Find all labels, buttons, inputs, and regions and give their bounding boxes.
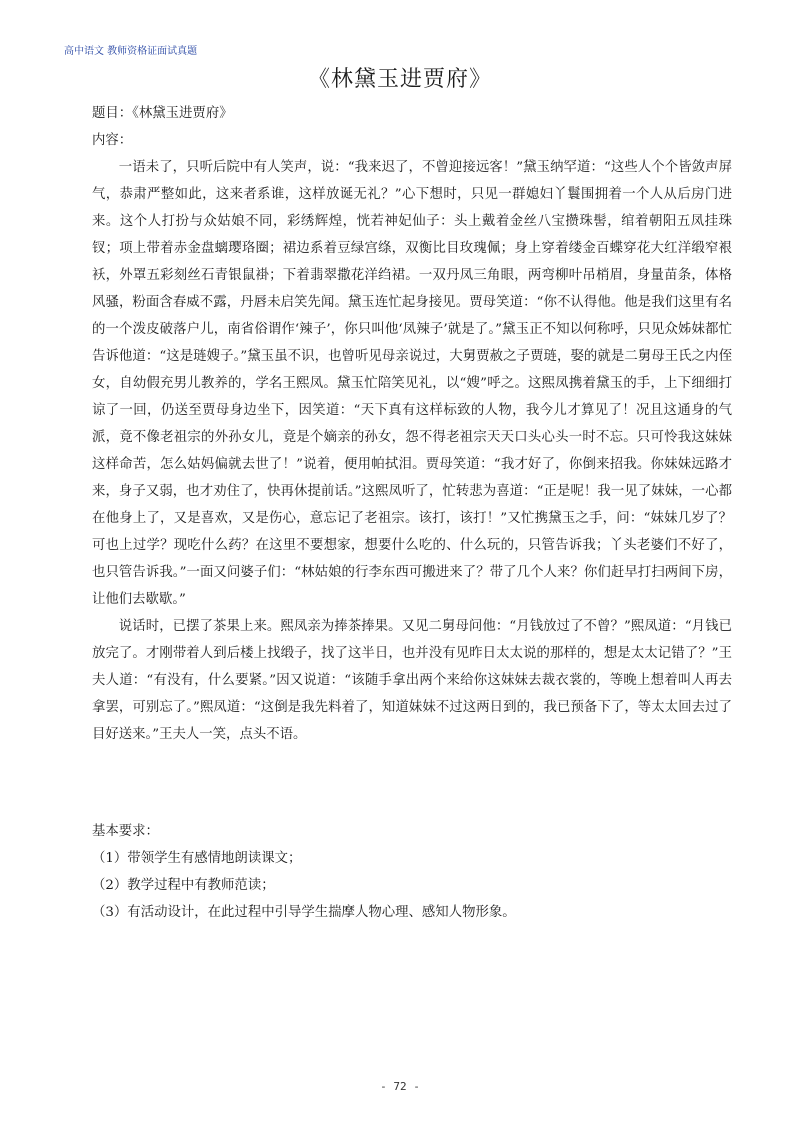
requirement-item: （1）带领学生有感情地朗读课文； [92, 851, 302, 866]
requirement-item: （2）教学过程中有教师范读； [92, 878, 275, 893]
topic-line: 题目：《林黛玉进贾府》 [92, 106, 233, 121]
paragraph: 一语未了，只听后院中有人笑声，说：“我来迟了，不曾迎接远客！”黛玉纳罕道：“这些人个个皆敛声屏气，恭肃严整如此，这来者系谁，这样放诞无礼？”心下想时，只见一群媳妇丫鬟围拥着一个人从后房门进来。这个人打扮与众姑娘不同，彩绣辉煌，恍若神妃仙子：头上戴着金丝八宝攒珠髻，绾着朝阳五凤挂珠钗；项上带着赤金盘螭璎珞圈；裙边系着豆绿宫绦，双衡比目玫瑰佩；身上穿着缕金百蝶穿花大红洋缎窄裉袄，外罩五彩刻丝石青银鼠褂；下着翡翠撒花洋绉裙。一双丹凤三角眼，两弯柳叶吊梢眉，身量苗条，体格风骚，粉面含春威不露，丹唇未启笑先闻。黛玉连忙起身接见。贾母笑道：“你不认得他。他是我们这里有名的一个泼皮破落户儿，南省俗谓作‘辣子’，你只叫他‘凤辣子’就是了。”黛玉正不知以何称呼，只见众姊妹都忙告诉他道：“这是琏嫂子。”黛玉虽不识，也曾听见母亲说过，大舅贾赦之子贾琏，娶的就是二舅母王氏之内侄女，自幼假充男儿教养的，学名王熙凤。黛玉忙陪笑见礼，以“嫂”呼之。这熙凤携着黛玉的手，上下细细打谅了一回，仍送至贾母身边坐下，因笑道：“天下真有这样标致的人物，我今儿才算见了！况且这通身的气派，竟不像老祖宗的外孙女儿，竟是个嫡亲的孙女，怨不得老祖宗天天口头心头一时不忘。只可怜我这妹妹这样命苦，怎么姑妈偏就去世了！”说着，便用帕拭泪。贾母笑道：“我才好了，你倒来招我。你妹妹远路才来，身子又弱，也才劝住了，快再休提前话。”这熙凤听了，忙转悲为喜道：“正是呢！我一见了妹妹，一心都在他身上了，又是喜欢，又是伤心，意忘记了老祖宗。该打，该打！”又忙携黛玉之手，问：“妹妹几岁了？可也上过学？现吃什么药？在这里不要想家，想要什么吃的、什么玩的，只管告诉我；丫头老婆们不好了，也只管告诉我。”一面又问婆子们：“林姑娘的行李东西可搬进来了？带了几个人来？你们赶早打扫两间下房，让他们去歇歇。” [92, 160, 732, 607]
page-header: 高中语文 教师资格证面试真题 [64, 46, 198, 57]
requirement-item: （3）有活动设计，在此过程中引导学生揣摩人物心理、感知人物形象。 [92, 905, 516, 920]
document-title: 《林黛玉进贾府》 [307, 67, 492, 92]
page-number: - 72 - [380, 1080, 420, 1093]
requirements-heading: 基本要求： [92, 824, 159, 839]
document-body [92, 100, 732, 926]
paragraph: 说话时，已摆了茶果上来。熙凤亲为捧茶捧果。又见二舅母问他：“月钱放过了不曾？”熙凤道：“月钱已放完了。才刚带着人到后楼上找缎子，找了这半日，也并没有见昨日太太说的那样的，想是太太记错了？”王夫人道：“有没有，什么要紧。”因又说道：“该随手拿出两个来给你这妹妹去裁衣裳的，等晚上想着叫人再去拿罢，可别忘了。”熙凤道：“这倒是我先料着了，知道妹妹不过这两日到的，我已预备下了，等太太回去过了目好送来。”王夫人一笑，点头不语。 [92, 619, 732, 742]
content-label: 内容： [92, 133, 133, 148]
